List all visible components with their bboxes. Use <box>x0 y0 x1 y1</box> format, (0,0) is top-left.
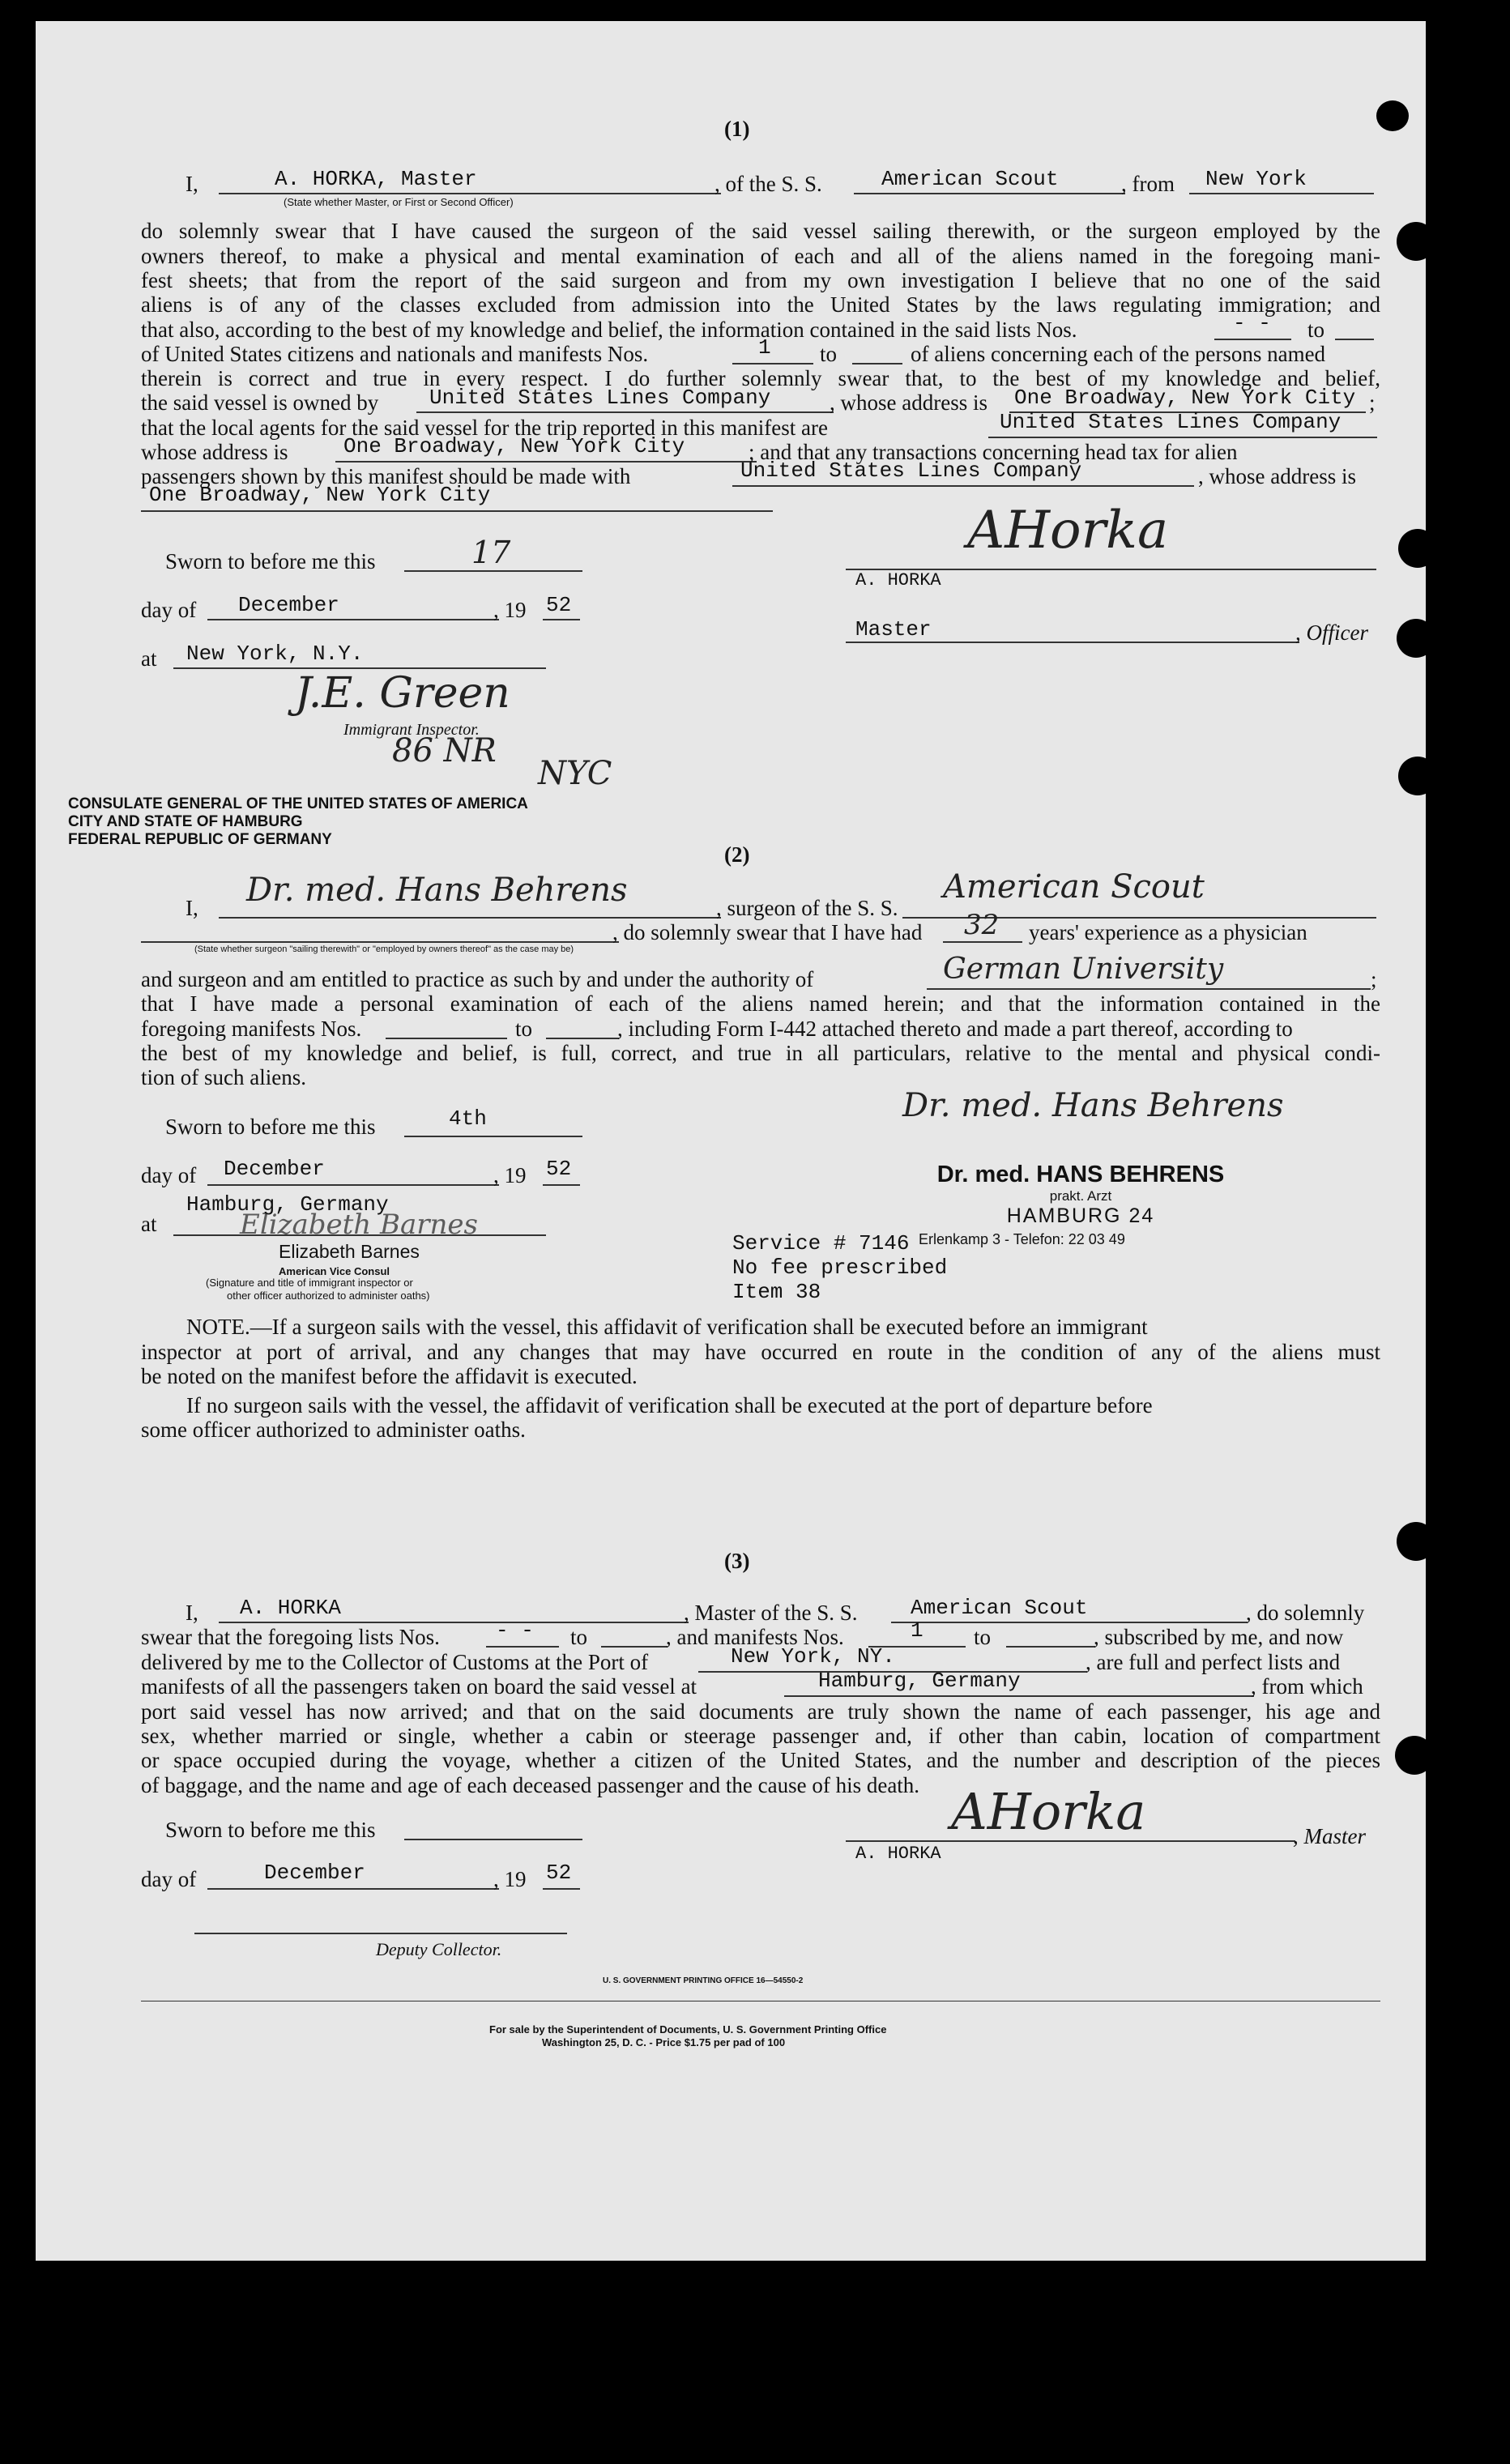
surgeon-of-label: , surgeon of the S. S. <box>716 896 898 920</box>
at-label: at <box>141 646 157 671</box>
paragraph-line: of United States citizens and nationals and manifests Nos. <box>141 342 649 366</box>
from-port: Hamburg, Germany <box>818 1669 1021 1693</box>
month: December <box>238 593 339 617</box>
tax-address: One Broadway, New York City <box>149 483 491 507</box>
years-text: years' experience as a physician <box>1029 920 1307 944</box>
ship-name: American Scout <box>881 167 1059 191</box>
inspector-note: 86 NR <box>392 732 497 769</box>
paragraph-line: or space occupied during the voyage, whether a citizen of the United States, and the number and description of the pieces <box>141 1748 1380 1772</box>
from-port: New York <box>1205 167 1307 191</box>
at-label: at <box>141 1212 157 1236</box>
semicolon: ; <box>1371 967 1377 991</box>
agents-address: One Broadway, New York City <box>343 434 685 458</box>
paragraph-line: foregoing manifests Nos. <box>141 1017 362 1041</box>
paragraph-line: port said vessel has now arrived; and that on the said documents are truly shown the name of each passenger, his age and <box>141 1699 1380 1724</box>
i-label: I, <box>186 896 198 920</box>
form-text: , including Form I-442 attached thereto and made a part thereof, according to <box>617 1017 1293 1041</box>
are-full-text: , are full and perfect lists and <box>1086 1650 1341 1674</box>
paragraph-line: the best of my knowledge and belief, is full, correct, and true in all particulars, relative to the mental and physical condi- <box>141 1041 1380 1065</box>
consul-name: Elizabeth Barnes <box>279 1241 420 1262</box>
year-prefix: , 19 <box>493 598 527 622</box>
from-which: , from which <box>1251 1674 1363 1699</box>
paragraph-line: whose address is <box>141 440 288 464</box>
sworn-label: Sworn to before me this <box>165 1818 376 1842</box>
inspector-signature: J.E. Green <box>295 669 510 718</box>
punch-hole <box>1397 619 1435 658</box>
punch-hole <box>1397 1522 1435 1561</box>
year-prefix: , 19 <box>493 1867 527 1891</box>
lists-no: - - <box>1233 311 1271 335</box>
ship-name: American Scout <box>911 1596 1088 1620</box>
note-line: If no surgeon sails with the vessel, the affidavit of verification shall be executed at the port of departure before <box>186 1393 1153 1417</box>
owner-address: One Broadway, New York City <box>1014 386 1356 410</box>
signer-name: A. HORKA <box>855 1844 941 1864</box>
officer-label: , Officer <box>1295 620 1368 645</box>
surgeon-signature: Dr. med. Hans Behrens <box>902 1087 1284 1124</box>
consul-note: other officer authorized to administer oaths) <box>227 1290 430 1302</box>
punch-hole <box>1398 757 1437 795</box>
no-fee: No fee prescribed <box>732 1255 948 1280</box>
master-label: , Master <box>1293 1824 1366 1848</box>
stamp-line: CITY AND STATE OF HAMBURG <box>68 813 303 830</box>
swear-lists: swear that the foregoing lists Nos. <box>141 1625 440 1649</box>
year-prefix: , 19 <box>493 1163 527 1187</box>
service-number: Service # 7146 <box>732 1231 910 1255</box>
day-of-label: day of <box>141 598 197 622</box>
note-line: some officer authorized to administer oaths. <box>141 1417 526 1442</box>
do-solemnly: , do solemnly <box>1246 1601 1365 1625</box>
manifest-from: 1 <box>911 1618 923 1643</box>
note-text <box>186 1315 1148 1339</box>
sworn-day: 17 <box>471 535 511 570</box>
i-label: I, <box>186 172 198 196</box>
to-label: to <box>974 1625 992 1649</box>
note-line: be noted on the manifest before the affidavit is executed. <box>141 1364 638 1388</box>
port: New York, NY. <box>731 1644 895 1669</box>
paragraph-line: the said vessel is owned by <box>141 390 379 415</box>
day-of-label: day of <box>141 1867 197 1891</box>
consulate-stamp <box>68 795 528 849</box>
gpo-line: U. S. GOVERNMENT PRINTING OFFICE 16—54550-2 <box>603 1976 804 1985</box>
paragraph-line: passengers shown by this manifest should be made with <box>141 464 631 488</box>
year: 52 <box>546 1861 572 1885</box>
sworn-label: Sworn to before me this <box>165 1115 376 1139</box>
master-name: A. HORKA, Master <box>275 167 477 191</box>
year: 52 <box>546 593 572 617</box>
punch-hole <box>1376 100 1409 131</box>
master-of-label: , Master of the S. S. <box>684 1601 858 1625</box>
to-label: to <box>1307 318 1325 342</box>
to-label: to <box>570 1625 588 1649</box>
punch-hole <box>1397 222 1435 261</box>
master-signature: AHorka <box>951 1782 1146 1841</box>
stamp-address: Erlenkamp 3 - Telefon: 22 03 49 <box>919 1231 1125 1247</box>
inspector-label: Immigrant Inspector. <box>343 721 480 739</box>
agents-name: United States Lines Company <box>1000 410 1342 434</box>
to-label: to <box>515 1017 533 1041</box>
paragraph-line: owners thereof, to make a physical and mental examination of each and all of the aliens named in the foregoing mani- <box>141 244 1380 268</box>
paragraph-line: that I have made a personal examination of each of the aliens named herein; and that the information contained in the <box>141 991 1380 1016</box>
place: New York, N.Y. <box>186 642 364 666</box>
deputy-collector-label: Deputy Collector. <box>376 1939 502 1959</box>
state-note: (State whether surgeon "sailing therewith" or "employed by owners thereof" as the case may be) <box>194 944 574 954</box>
authority: German University <box>943 953 1224 986</box>
inspector-note: NYC <box>538 755 612 792</box>
master-name: A. HORKA <box>240 1596 341 1620</box>
stamp-line: FEDERAL REPUBLIC OF GERMANY <box>68 831 332 848</box>
stamp-line: CONSULATE GENERAL OF THE UNITED STATES OF AMERICA <box>68 795 528 812</box>
sworn-day: 4th <box>449 1106 487 1131</box>
sale-line: For sale by the Superintendent of Documents, U. S. Government Printing Office <box>489 2023 887 2036</box>
month: December <box>224 1157 325 1181</box>
tax-whose-label: , whose address is <box>1198 464 1356 488</box>
sale-line: Washington 25, D. C. - Price $1.75 per pad of 100 <box>542 2036 786 2048</box>
stamp-city: HAMBURG 24 <box>1006 1204 1155 1227</box>
sworn-label: Sworn to before me this <box>165 549 376 573</box>
title: Master <box>855 617 932 642</box>
year: 52 <box>546 1157 572 1181</box>
punch-hole <box>1395 1736 1434 1775</box>
paragraph-line: sex, whether married or single, whether a cabin or steerage passenger and, if other than cabin, location of compartment <box>141 1724 1380 1748</box>
paragraph-line: tion of such aliens. <box>141 1065 306 1089</box>
document-page <box>36 21 1426 2261</box>
note-line: inspector at port of arrival, and any changes that may have occurred en route in the condition of any of the aliens must <box>141 1340 1380 1364</box>
solemnly-text: , do solemnly swear that I have had <box>612 920 923 944</box>
whose-address-label: , whose address is <box>830 390 987 415</box>
note-line: —If a surgeon sails with the vessel, this affidavit of verification shall be executed before an immigrant <box>250 1315 1148 1339</box>
paragraph-line: and surgeon and am entitled to practice as such by and under the authority of <box>141 967 814 991</box>
signer-name: A. HORKA <box>855 570 941 590</box>
semicolon: ; <box>1369 390 1376 415</box>
to-label: to <box>820 342 838 366</box>
aliens-text: of aliens concerning each of the persons named <box>911 342 1326 366</box>
of-ss-label: , of the S. S. <box>714 172 822 196</box>
consul-signature: Elizabeth Barnes <box>240 1209 478 1241</box>
section-number: (1) <box>724 117 750 141</box>
consul-title: American Vice Consul <box>279 1265 390 1277</box>
paragraph-line: aliens is of any of the classes excluded from admission into the United States by the laws regulating immigration; and <box>141 292 1380 317</box>
from-label: , from <box>1121 172 1175 196</box>
paragraph-line: that also, according to the best of my knowledge and belief, the information contained in the said lists Nos. <box>141 318 1077 342</box>
surgeon-stamp <box>927 1162 1235 1228</box>
paragraph-line: fest sheets; that from the report of the said surgeon and from my own investigation I believe that no one of the said <box>141 268 1380 292</box>
surgeon-signature: Dr. med. Hans Behrens <box>246 872 628 909</box>
manifests-label: , and manifests Nos. <box>666 1625 844 1649</box>
section-number: (3) <box>724 1549 750 1573</box>
note-label: NOTE. <box>186 1315 250 1339</box>
state-note: (State whether Master, or First or Second Officer) <box>284 196 514 208</box>
section-number: (2) <box>724 842 750 867</box>
lists-no: - - <box>496 1618 534 1643</box>
consul-note: (Signature and title of immigrant inspector or <box>206 1277 413 1289</box>
delivered-text: delivered by me to the Collector of Customs at the Port of <box>141 1650 649 1674</box>
head-tax-text: ; and that any transactions concerning head tax for alien <box>749 440 1238 464</box>
place: Hamburg, Germany <box>186 1192 389 1217</box>
paragraph-line: of baggage, and the name and age of each deceased passenger and the cause of his death. <box>141 1773 920 1797</box>
tax-agent: United States Lines Company <box>740 458 1082 483</box>
paragraph-line: that the local agents for the said vessel for the trip reported in this manifest are <box>141 416 828 440</box>
stamp-title: prakt. Arzt <box>1049 1188 1112 1204</box>
owner-name: United States Lines Company <box>429 386 771 410</box>
manifests-all-text: manifests of all the passengers taken on board the said vessel at <box>141 1674 697 1699</box>
i-label: I, <box>186 1601 198 1625</box>
month: December <box>264 1861 365 1885</box>
ship-handwritten: American Scout <box>943 868 1205 906</box>
years-experience: 32 <box>964 909 1000 941</box>
subscribed-text: , subscribed by me, and now <box>1094 1625 1344 1649</box>
paragraph-line: therein is correct and true in every respect. I do further solemnly swear that, to the best of my knowledge and belief, <box>141 366 1380 390</box>
paragraph-line: do solemnly swear that I have caused the surgeon of the said vessel sailing therewith, or the surgeon employed by the <box>141 219 1380 243</box>
stamp-name: Dr. med. HANS BEHRENS <box>936 1162 1225 1187</box>
item-number: Item 38 <box>732 1280 821 1304</box>
day-of-label: day of <box>141 1163 197 1187</box>
manifest-from: 1 <box>758 335 771 360</box>
master-signature: AHorka <box>967 501 1169 561</box>
punch-hole <box>1398 529 1437 568</box>
